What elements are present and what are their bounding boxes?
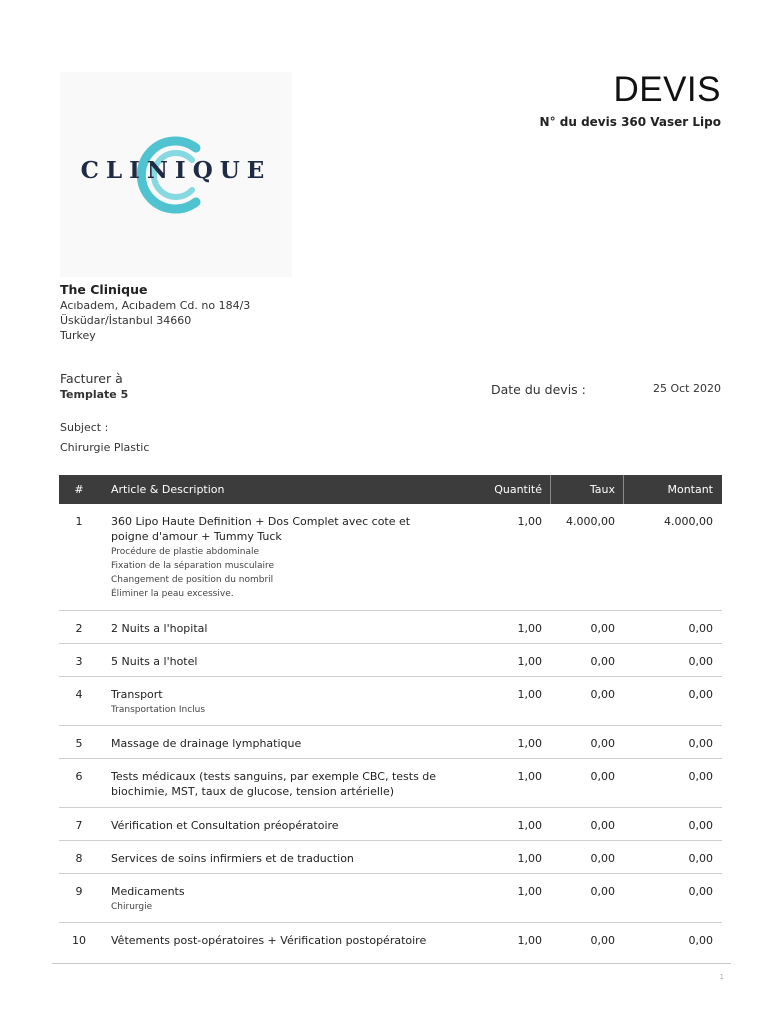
subject-value: Chirurgie Plastic <box>60 441 150 454</box>
row-rate: 4.000,00 <box>566 515 615 528</box>
row-item-title: Transport <box>111 688 163 701</box>
row-amount: 0,00 <box>688 688 713 701</box>
row-description <box>99 736 460 758</box>
row-rate: 0,00 <box>590 885 615 898</box>
header-quantity: Quantité <box>494 483 542 496</box>
row-quantity: 1,00 <box>517 737 542 750</box>
row-description <box>99 687 460 725</box>
table-row <box>59 726 722 759</box>
row-rate: 0,00 <box>590 737 615 750</box>
row-quantity: 1,00 <box>517 515 542 528</box>
row-item-note: Changement de position du nombril <box>111 575 274 585</box>
bill-to-label: Facturer à <box>60 371 123 386</box>
row-item-title: Massage de drainage lymphatique <box>111 737 302 750</box>
row-item-note: Transportation Inclus <box>111 705 206 715</box>
quote-number: N° du devis 360 Vaser Lipo <box>539 115 721 129</box>
row-item-title: Services de soins infirmiers et de traduction <box>111 852 354 865</box>
header-description: Article & Description <box>111 483 225 496</box>
row-description <box>99 818 460 840</box>
header-amount: Montant <box>623 475 722 504</box>
row-description <box>99 933 460 956</box>
row-description <box>99 654 460 676</box>
table-row <box>59 611 722 644</box>
row-amount: 0,00 <box>688 622 713 635</box>
row-amount: 0,00 <box>688 819 713 832</box>
row-item-title: 2 Nuits a l'hopital <box>111 622 208 635</box>
company-address-block <box>60 281 250 343</box>
row-description <box>99 514 460 610</box>
row-item-note: Fixation de la séparation musculaire <box>111 561 275 571</box>
table-row <box>59 644 722 677</box>
row-rate: 0,00 <box>590 622 615 635</box>
row-amount: 0,00 <box>688 885 713 898</box>
page-number: 1 <box>719 973 724 981</box>
company-address-line1: Acıbadem, Acıbadem Cd. no 184/3 <box>60 299 251 312</box>
row-quantity: 1,00 <box>517 819 542 832</box>
subject-label: Subject : <box>60 421 109 434</box>
row-item-title: 5 Nuits a l'hotel <box>111 655 198 668</box>
table-row <box>59 841 722 874</box>
row-quantity: 1,00 <box>517 688 542 701</box>
row-number: 7 <box>75 819 83 832</box>
row-item-note: Éliminer la peau excessive. <box>111 589 234 599</box>
header-number: # <box>74 483 84 496</box>
row-item-note: Chirurgie <box>111 902 153 912</box>
row-amount: 0,00 <box>688 737 713 750</box>
header-rate: Taux <box>550 475 623 504</box>
company-country: Turkey <box>60 329 96 342</box>
row-amount: 4.000,00 <box>664 515 713 528</box>
items-table-header <box>59 475 722 504</box>
row-number: 6 <box>75 770 83 783</box>
row-number: 8 <box>75 852 83 865</box>
quote-date-value: 25 Oct 2020 <box>652 382 721 395</box>
row-quantity: 1,00 <box>517 770 542 783</box>
row-number: 5 <box>75 737 83 750</box>
row-amount: 0,00 <box>688 852 713 865</box>
bill-to-name: Template 5 <box>60 388 129 401</box>
row-number: 9 <box>75 885 83 898</box>
row-number: 10 <box>72 934 86 947</box>
row-amount: 0,00 <box>688 934 713 947</box>
table-row <box>59 923 722 956</box>
row-description <box>99 851 460 873</box>
row-description <box>99 769 460 807</box>
row-rate: 0,00 <box>590 819 615 832</box>
row-number: 3 <box>75 655 83 668</box>
row-rate: 0,00 <box>590 770 615 783</box>
clinic-logo <box>60 72 292 277</box>
document-title: DEVIS <box>613 70 721 109</box>
row-amount: 0,00 <box>688 770 713 783</box>
row-number: 2 <box>75 622 83 635</box>
row-amount: 0,00 <box>688 655 713 668</box>
row-quantity: 1,00 <box>517 885 542 898</box>
company-address-line2: Üsküdar/İstanbul 34660 <box>60 314 192 327</box>
company-name: The Clinique <box>60 282 148 297</box>
row-rate: 0,00 <box>590 934 615 947</box>
row-number: 4 <box>75 688 83 701</box>
items-table <box>59 475 722 956</box>
quote-date-label: Date du devis : <box>491 382 586 397</box>
table-row <box>59 874 722 923</box>
row-rate: 0,00 <box>590 688 615 701</box>
row-item-note: Procédure de plastie abdominale <box>111 547 260 557</box>
row-item-title: Vérification et Consultation préopératoire <box>111 819 339 832</box>
row-item-title: Medicaments <box>111 885 185 898</box>
row-number: 1 <box>75 515 83 528</box>
table-row <box>59 808 722 841</box>
page-divider <box>52 963 731 964</box>
row-quantity: 1,00 <box>517 622 542 635</box>
logo-text: CLINIQUE <box>80 156 272 184</box>
row-description <box>99 621 460 643</box>
row-quantity: 1,00 <box>517 655 542 668</box>
table-row <box>59 759 722 808</box>
row-description <box>99 884 460 922</box>
row-rate: 0,00 <box>590 852 615 865</box>
row-quantity: 1,00 <box>517 852 542 865</box>
row-rate: 0,00 <box>590 655 615 668</box>
row-item-title: Vêtements post-opératoires + Vérification postopératoire <box>111 934 427 947</box>
row-quantity: 1,00 <box>517 934 542 947</box>
table-row <box>59 677 722 726</box>
row-item-title: 360 Lipo Haute Definition + Dos Complet avec cote et poigne d'amour + Tummy Tuck <box>111 515 411 543</box>
table-row <box>59 504 722 611</box>
row-item-title: Tests médicaux (tests sanguins, par exemple CBC, tests de biochimie, MST, taux de glucose, tension artérielle) <box>111 770 437 798</box>
